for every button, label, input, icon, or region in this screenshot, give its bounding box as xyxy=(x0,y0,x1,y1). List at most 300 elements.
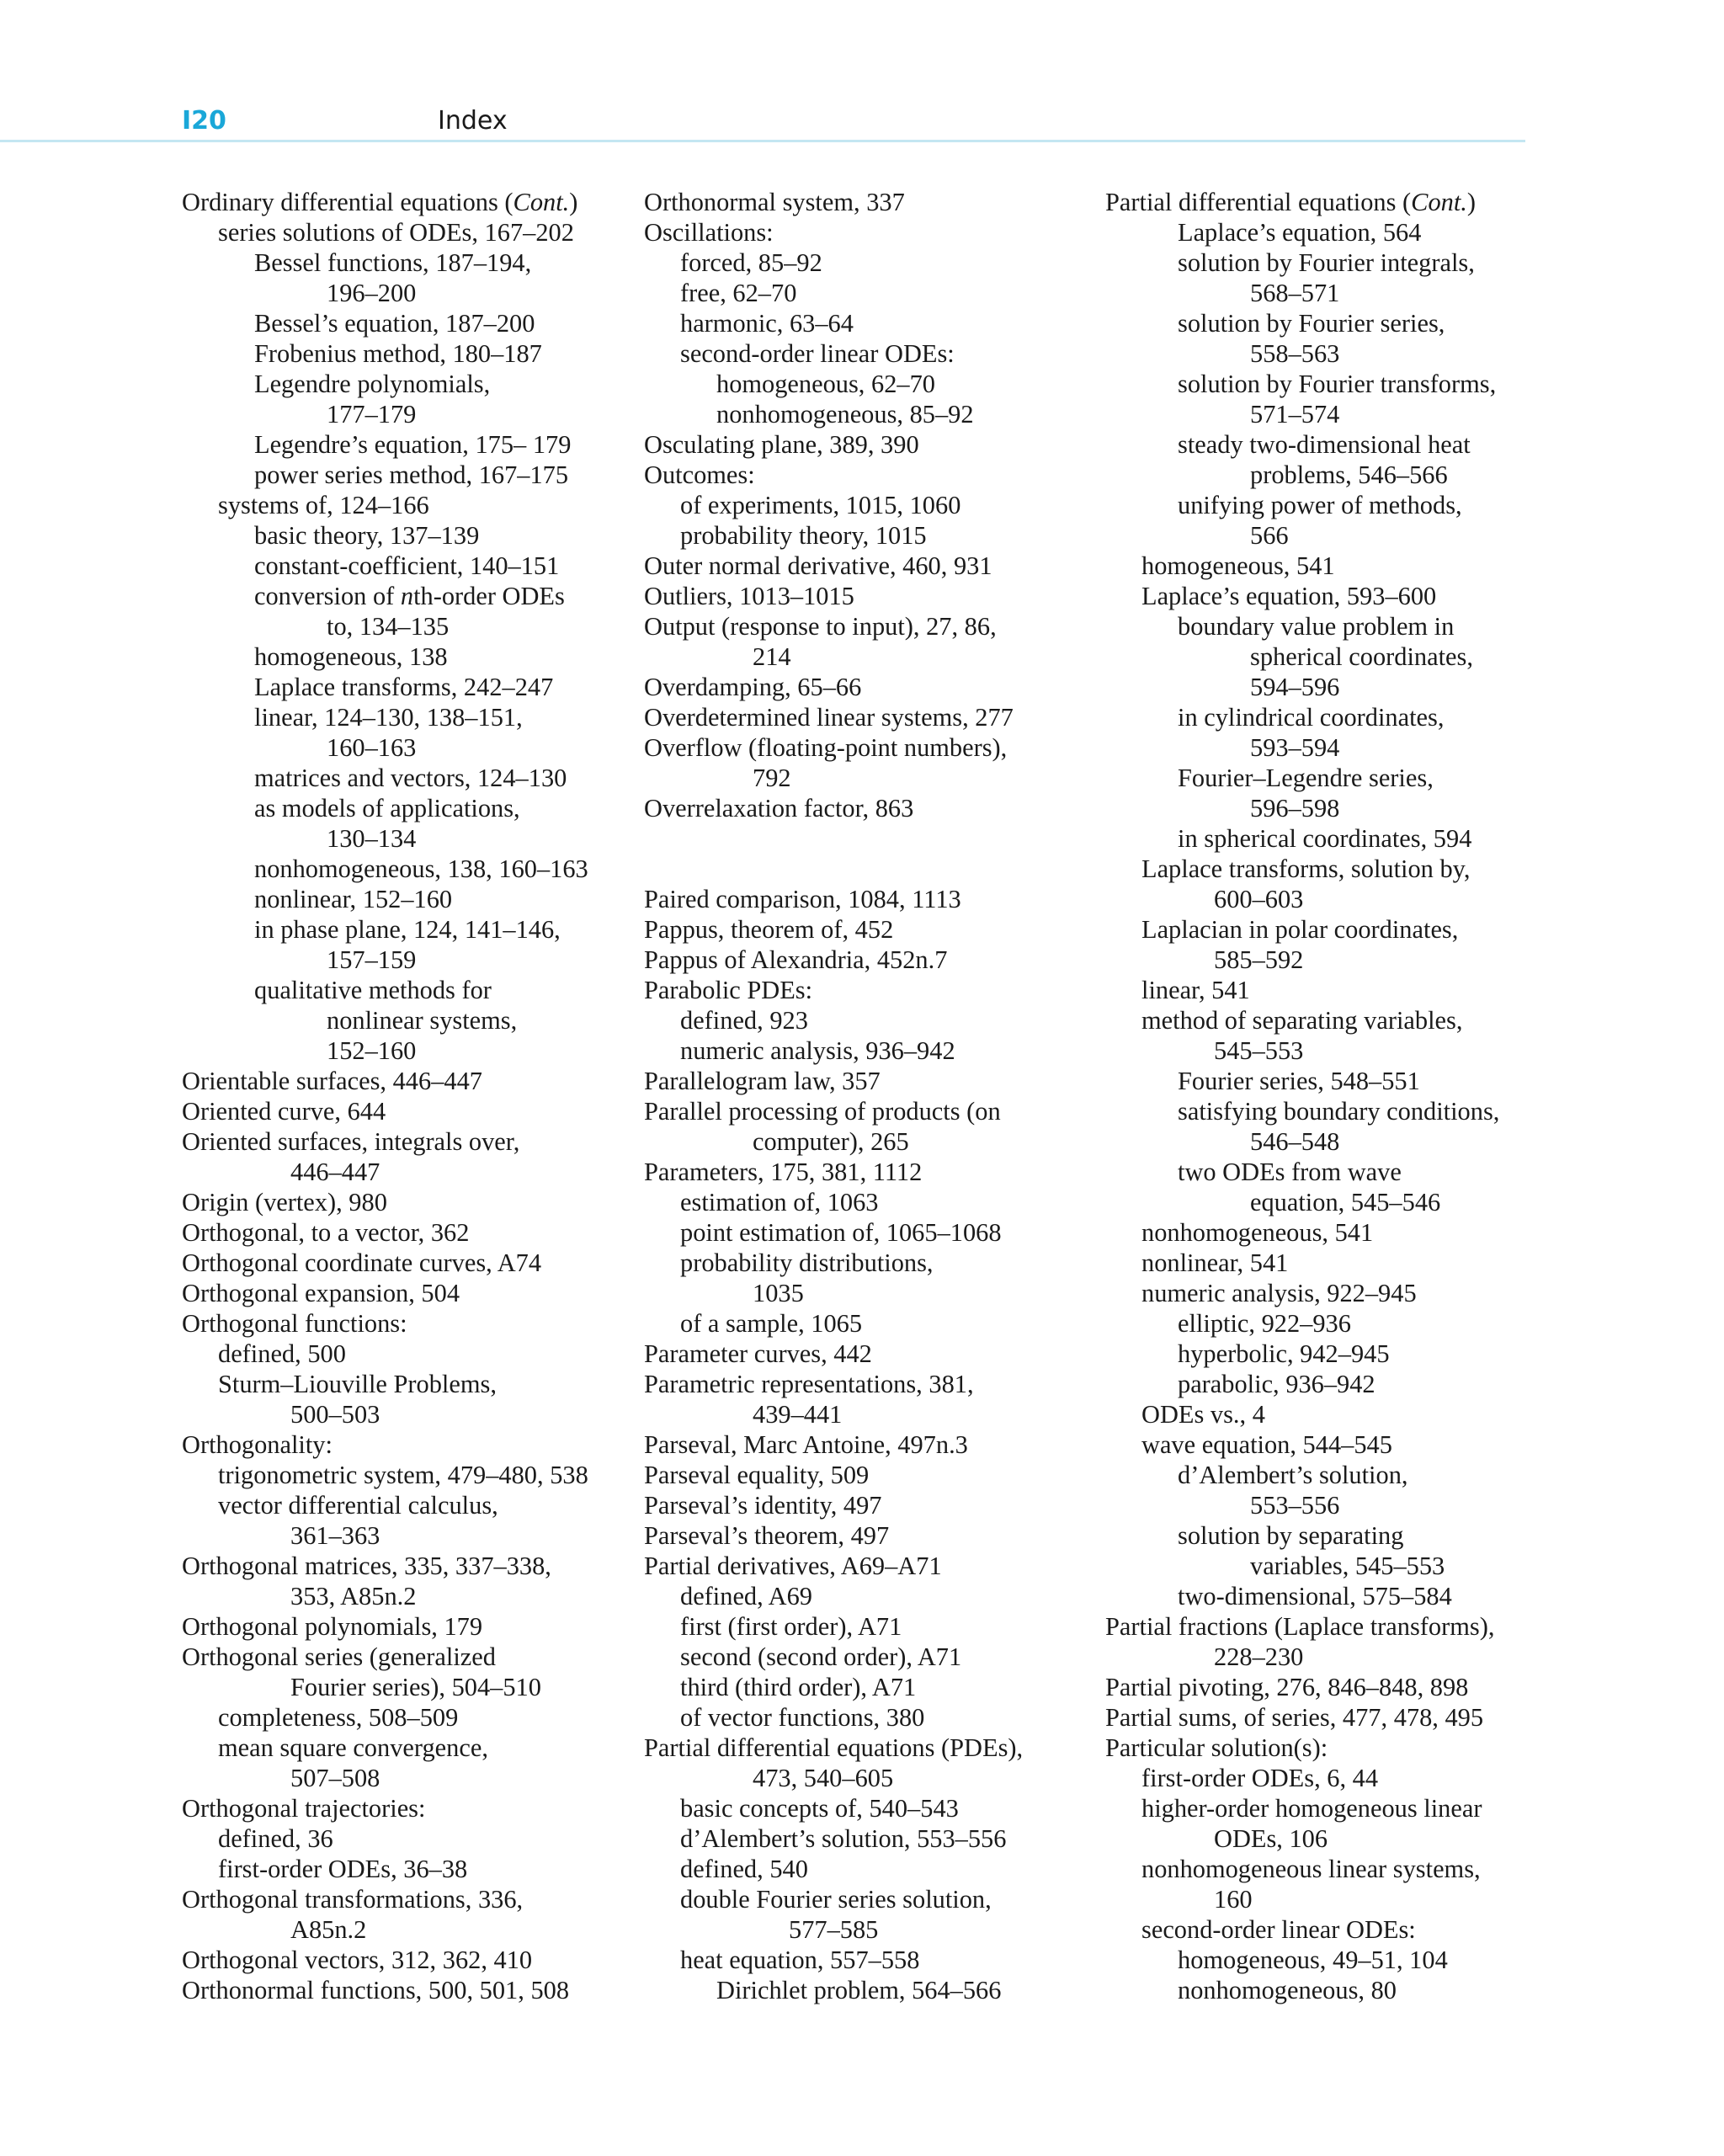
index-entry-text: method of separating variables, xyxy=(1141,1006,1463,1035)
index-entry xyxy=(1105,1733,1543,1763)
index-entry-text: 553–556 xyxy=(1250,1491,1340,1520)
index-entry-text: Orthonormal system, 337 xyxy=(644,188,905,216)
index-entry-text: solution by Fourier series, xyxy=(1178,309,1445,338)
index-entry-text: Partial pivoting, 276, 846–848, 898 xyxy=(1105,1673,1469,1701)
header-rule xyxy=(0,140,1525,142)
index-entry xyxy=(644,1399,1082,1429)
index-entry xyxy=(1105,975,1543,1005)
index-entry-text: Parametric representations, 381, xyxy=(644,1370,974,1398)
index-entry xyxy=(182,1339,620,1369)
index-entry-text: satisfying boundary conditions, xyxy=(1178,1097,1500,1126)
index-entry xyxy=(1105,1460,1543,1490)
index-entry-text: higher-order homogeneous linear xyxy=(1141,1794,1482,1823)
index-entry-text: 228–230 xyxy=(1214,1642,1304,1671)
index-entry xyxy=(1105,399,1543,429)
index-entry-text: probability theory, 1015 xyxy=(680,521,927,550)
index-entry-text: of a sample, 1065 xyxy=(680,1309,863,1338)
index-entry xyxy=(644,1520,1082,1551)
index-entry-text: in cylindrical coordinates, xyxy=(1178,703,1445,732)
index-entry-text: Partial differential equations (PDEs), xyxy=(644,1733,1024,1762)
index-entry-text: Orthogonal transformations, 336, xyxy=(182,1885,524,1914)
index-entry-text: 545–553 xyxy=(1214,1036,1304,1065)
index-entry xyxy=(182,823,620,854)
index-entry xyxy=(644,1005,1082,1035)
index-entry xyxy=(644,1702,1082,1733)
index-entry-text: 214 xyxy=(753,642,791,671)
index-entry xyxy=(644,914,1082,945)
index-entry xyxy=(644,1975,1082,2005)
index-entry-text: free, 62–70 xyxy=(680,279,797,307)
index-entry-text: 585–592 xyxy=(1214,945,1304,974)
index-entry-text: 1035 xyxy=(753,1279,804,1307)
index-entry-text: Fourier series), 504–510 xyxy=(290,1673,541,1701)
index-entry xyxy=(182,1035,620,1066)
index-entry xyxy=(644,460,1082,490)
index-entry-text: probability distributions, xyxy=(680,1248,934,1277)
index-entry-text: A85n.2 xyxy=(290,1915,367,1944)
index-entry xyxy=(644,1460,1082,1490)
index-entry-text: numeric analysis, 922–945 xyxy=(1141,1279,1417,1307)
index-entry-text: Outcomes: xyxy=(644,460,755,489)
index-entry-text: linear, 541 xyxy=(1141,976,1250,1004)
index-entry xyxy=(644,1945,1082,1975)
index-entry xyxy=(182,429,620,460)
index-entry xyxy=(1105,1551,1543,1581)
index-entry xyxy=(1105,823,1543,854)
index-entry xyxy=(1105,1945,1543,1975)
index-entry-text: defined, 500 xyxy=(218,1339,346,1368)
index-entry xyxy=(1105,1157,1543,1187)
index-entry-text: two ODEs from wave xyxy=(1178,1158,1402,1186)
index-entry xyxy=(1105,1278,1543,1308)
index-entry xyxy=(182,732,620,763)
index-entry xyxy=(182,551,620,581)
index-entry xyxy=(182,702,620,732)
index-entry xyxy=(1105,369,1543,399)
index-entry-text: Legendre’s equation, 175– 179 xyxy=(254,430,572,459)
index-entry-text: Pappus of Alexandria, 452n.7 xyxy=(644,945,948,974)
index-entry xyxy=(1105,1520,1543,1551)
index-entry-text: Orthogonal, to a vector, 362 xyxy=(182,1218,470,1247)
index-entry xyxy=(182,945,620,975)
index-entry xyxy=(644,763,1082,793)
index-entry xyxy=(182,338,620,369)
index-entry xyxy=(644,369,1082,399)
index-entry-text: 157–159 xyxy=(327,945,417,974)
index-entry-text: Parallelogram law, 357 xyxy=(644,1067,881,1095)
index-entry xyxy=(644,308,1082,338)
index-entry xyxy=(1105,672,1543,702)
index-entry-text: solution by separating xyxy=(1178,1521,1404,1550)
index-entry xyxy=(182,1975,620,2005)
index-entry-text: Orthogonal trajectories: xyxy=(182,1794,426,1823)
index-entry-text: hyperbolic, 942–945 xyxy=(1178,1339,1390,1368)
index-entry-italic: Cont. xyxy=(513,188,570,216)
index-entry xyxy=(1105,278,1543,308)
index-entry xyxy=(644,187,1082,217)
index-entry xyxy=(644,1248,1082,1278)
index-entry xyxy=(1105,1672,1543,1702)
index-entry xyxy=(644,217,1082,248)
index-entry-text: Orthogonal coordinate curves, A74 xyxy=(182,1248,542,1277)
index-entry-text: parabolic, 936–942 xyxy=(1178,1370,1375,1398)
index-entry-text: Osculating plane, 389, 390 xyxy=(644,430,919,459)
index-entry-text: d’Alembert’s solution, xyxy=(1178,1461,1408,1489)
index-entry xyxy=(182,1642,620,1672)
index-entry xyxy=(1105,217,1543,248)
index-entry-text: nonhomogeneous, 80 xyxy=(1178,1976,1397,2004)
index-entry xyxy=(182,1429,620,1460)
index-entry-text: equation, 545–546 xyxy=(1250,1188,1441,1216)
index-entry xyxy=(1105,1399,1543,1429)
index-entry-text: linear, 124–130, 138–151, xyxy=(254,703,523,732)
index-entry xyxy=(1105,1975,1543,2005)
index-entry-text: Parallel processing of products (on xyxy=(644,1097,1001,1126)
index-entry xyxy=(644,429,1082,460)
index-entry xyxy=(644,1157,1082,1187)
index-entry-text: Dirichlet problem, 564–566 xyxy=(716,1976,1002,2004)
index-entry-text: spherical coordinates, xyxy=(1250,642,1473,671)
index-entry xyxy=(182,1399,620,1429)
index-entry-text: 507–508 xyxy=(290,1764,380,1792)
index-entry-text: 577–585 xyxy=(789,1915,879,1944)
index-entry-text: Paired comparison, 1084, 1113 xyxy=(644,885,961,913)
index-entry-text: solution by Fourier transforms, xyxy=(1178,370,1497,398)
index-entry-text: defined, A69 xyxy=(680,1582,812,1610)
index-entry-text: two-dimensional, 575–584 xyxy=(1178,1582,1452,1610)
index-entry xyxy=(182,1126,620,1157)
index-entry xyxy=(1105,1854,1543,1884)
index-entry xyxy=(182,369,620,399)
index-entry xyxy=(1105,1793,1543,1823)
index-entry-text: solution by Fourier integrals, xyxy=(1178,248,1475,277)
index-entry xyxy=(1105,1035,1543,1066)
index-entry-text: trigonometric system, 479–480, 538 xyxy=(218,1461,588,1489)
index-entry-text: estimation of, 1063 xyxy=(680,1188,879,1216)
index-entry xyxy=(182,611,620,641)
index-entry-text: 160 xyxy=(1214,1885,1253,1914)
index-entry xyxy=(644,1035,1082,1066)
index-entry xyxy=(182,672,620,702)
page-number: I20 xyxy=(182,106,226,136)
index-entry xyxy=(644,702,1082,732)
index-entry-text: heat equation, 557–558 xyxy=(680,1946,920,1974)
index-entry-text: Bessel functions, 187–194, xyxy=(254,248,532,277)
index-entry xyxy=(644,581,1082,611)
index-entry-text-suffix: ) xyxy=(569,188,578,216)
index-entry-text: mean square convergence, xyxy=(218,1733,488,1762)
index-entry-text: Oriented surfaces, integrals over, xyxy=(182,1127,520,1156)
index-entry xyxy=(182,1854,620,1884)
index-column-3 xyxy=(1105,187,1543,2005)
index-entry xyxy=(644,793,1082,823)
index-entry xyxy=(182,1278,620,1308)
index-entry xyxy=(1105,460,1543,490)
index-entry-text: Laplace transforms, 242–247 xyxy=(254,673,554,701)
index-entry xyxy=(1105,611,1543,641)
index-entry xyxy=(182,1793,620,1823)
index-entry-text: defined, 540 xyxy=(680,1855,808,1883)
index-entry-text: 361–363 xyxy=(290,1521,380,1550)
index-entry-text: 568–571 xyxy=(1250,279,1340,307)
index-entry xyxy=(182,1096,620,1126)
index-entry xyxy=(1105,1187,1543,1217)
index-entry xyxy=(644,641,1082,672)
index-entry-text: 177–179 xyxy=(327,400,417,429)
index-entry-text: wave equation, 544–545 xyxy=(1141,1430,1392,1459)
index-entry-text: Outer normal derivative, 460, 931 xyxy=(644,551,992,580)
index-entry xyxy=(644,1187,1082,1217)
index-entry-text: Ordinary differential equations ( xyxy=(182,188,513,216)
index-entry xyxy=(182,1187,620,1217)
index-entry xyxy=(644,1914,1082,1945)
index-entry xyxy=(644,945,1082,975)
index-entry-text: Parabolic PDEs: xyxy=(644,976,813,1004)
index-entry-text: nonlinear, 541 xyxy=(1141,1248,1289,1277)
index-entry xyxy=(644,1217,1082,1248)
index-entry xyxy=(1105,854,1543,884)
index-entry xyxy=(1105,187,1543,217)
index-entry xyxy=(182,1520,620,1551)
index-entry-text: 439–441 xyxy=(753,1400,843,1429)
index-entry xyxy=(182,460,620,490)
index-entry-text: numeric analysis, 936–942 xyxy=(680,1036,955,1065)
index-entry xyxy=(182,793,620,823)
index-entry-text: as models of applications, xyxy=(254,794,520,822)
index-entry-text: nonhomogeneous linear systems, xyxy=(1141,1855,1481,1883)
index-entry xyxy=(182,248,620,278)
index-entry-text: Fourier series, 548–551 xyxy=(1178,1067,1420,1095)
index-entry xyxy=(1105,1884,1543,1914)
index-entry-text: Frobenius method, 180–187 xyxy=(254,339,542,368)
index-entry xyxy=(644,732,1082,763)
index-entry-text: Origin (vertex), 980 xyxy=(182,1188,387,1216)
index-entry xyxy=(182,1733,620,1763)
index-entry xyxy=(182,1914,620,1945)
index-entry-text: vector differential calculus, xyxy=(218,1491,498,1520)
index-entry xyxy=(1105,1914,1543,1945)
index-entry xyxy=(1105,1248,1543,1278)
index-entry xyxy=(644,1793,1082,1823)
index-entry xyxy=(644,338,1082,369)
index-entry-text: in phase plane, 124, 141–146, xyxy=(254,915,561,944)
index-entry-text: 571–574 xyxy=(1250,400,1340,429)
index-entry xyxy=(182,975,620,1005)
index-entry xyxy=(1105,1066,1543,1096)
index-entry-text: computer), 265 xyxy=(753,1127,909,1156)
index-entry xyxy=(644,1429,1082,1460)
index-entry xyxy=(1105,763,1543,793)
index-entry-text: Fourier–Legendre series, xyxy=(1178,764,1434,792)
index-entry xyxy=(1105,1339,1543,1369)
index-entry-text: qualitative methods for xyxy=(254,976,492,1004)
index-entry-text: nonhomogeneous, 85–92 xyxy=(716,400,974,429)
index-entry xyxy=(1105,914,1543,945)
index-entry xyxy=(182,1460,620,1490)
index-entry-text: Sturm–Liouville Problems, xyxy=(218,1370,497,1398)
index-entry-text: Orthogonal polynomials, 179 xyxy=(182,1612,483,1641)
index-entry xyxy=(1105,1308,1543,1339)
index-entry xyxy=(182,854,620,884)
index-entry xyxy=(1105,702,1543,732)
index-entry-text: Parseval’s identity, 497 xyxy=(644,1491,882,1520)
index-entry-text: Output (response to input), 27, 86, xyxy=(644,612,997,641)
index-entry-text: d’Alembert’s solution, 553–556 xyxy=(680,1824,1007,1853)
index-entry-text: 566 xyxy=(1250,521,1289,550)
index-entry xyxy=(182,1611,620,1642)
index-entry-text: Orthogonal expansion, 504 xyxy=(182,1279,460,1307)
index-entry xyxy=(182,1490,620,1520)
index-entry xyxy=(1105,490,1543,520)
index-entry xyxy=(1105,641,1543,672)
index-entry-text: first (first order), A71 xyxy=(680,1612,902,1641)
index-entry-text: nonlinear, 152–160 xyxy=(254,885,453,913)
index-entry-text: boundary value problem in xyxy=(1178,612,1455,641)
page-header xyxy=(0,0,1724,147)
index-entry-text: Bessel’s equation, 187–200 xyxy=(254,309,535,338)
index-entry xyxy=(644,1884,1082,1914)
index-entry xyxy=(182,763,620,793)
index-entry-text: basic concepts of, 540–543 xyxy=(680,1794,959,1823)
index-entry-text: basic theory, 137–139 xyxy=(254,521,480,550)
index-entry-text: forced, 85–92 xyxy=(680,248,822,277)
index-entry-text: homogeneous, 138 xyxy=(254,642,448,671)
index-entry xyxy=(1105,1096,1543,1126)
index-entry-text: in spherical coordinates, 594 xyxy=(1178,824,1472,853)
index-entry-text: matrices and vectors, 124–130 xyxy=(254,764,567,792)
index-entry-text: nonlinear systems, xyxy=(327,1006,518,1035)
index-entry-text: Laplacian in polar coordinates, xyxy=(1141,915,1459,944)
index-entry xyxy=(644,1490,1082,1520)
running-head: Index xyxy=(438,106,508,136)
index-entry-text: of experiments, 1015, 1060 xyxy=(680,491,961,519)
index-entry xyxy=(644,1369,1082,1399)
index-entry-text: Oscillations: xyxy=(644,218,774,247)
index-entry xyxy=(182,308,620,338)
index-entry-text: defined, 36 xyxy=(218,1824,333,1853)
index-entry xyxy=(644,278,1082,308)
index-entry xyxy=(1105,551,1543,581)
index-entry-text: Legendre polynomials, xyxy=(254,370,491,398)
index-entry-text: Orthogonal matrices, 335, 337–338, xyxy=(182,1552,551,1580)
index-entry-text: conversion of xyxy=(254,582,401,610)
index-entry-text: first-order ODEs, 6, 44 xyxy=(1141,1764,1379,1792)
index-entry-text: Partial fractions (Laplace transforms), xyxy=(1105,1612,1495,1641)
index-entry-text: completeness, 508–509 xyxy=(218,1703,459,1732)
index-entry-text: Orthonormal functions, 500, 501, 508 xyxy=(182,1976,570,2004)
index-entry-text: unifying power of methods, xyxy=(1178,491,1462,519)
index-entry xyxy=(182,1369,620,1399)
index-entry xyxy=(644,1581,1082,1611)
index-entry-text: point estimation of, 1065–1068 xyxy=(680,1218,1002,1247)
index-entry-text: Parseval, Marc Antoine, 497n.3 xyxy=(644,1430,968,1459)
index-entry-text: Overdetermined linear systems, 277 xyxy=(644,703,1014,732)
index-entry xyxy=(644,399,1082,429)
index-entry xyxy=(182,1823,620,1854)
index-entry-text: 593–594 xyxy=(1250,733,1340,762)
index-entry xyxy=(1105,1581,1543,1611)
index-entry xyxy=(644,975,1082,1005)
index-entry xyxy=(182,520,620,551)
index-entry-text: second (second order), A71 xyxy=(680,1642,962,1671)
index-entry-text: homogeneous, 49–51, 104 xyxy=(1178,1946,1448,1974)
section-gap xyxy=(644,823,1082,884)
index-entry-text: 130–134 xyxy=(327,824,417,853)
index-entry-text: 446–447 xyxy=(290,1158,380,1186)
index-entry xyxy=(1105,1369,1543,1399)
index-entry-text: Parseval’s theorem, 497 xyxy=(644,1521,890,1550)
index-entry-text: Parameters, 175, 381, 1112 xyxy=(644,1158,923,1186)
index-entry xyxy=(1105,429,1543,460)
index-entry-italic: Cont. xyxy=(1411,188,1467,216)
index-entry xyxy=(1105,581,1543,611)
index-entry-text: third (third order), A71 xyxy=(680,1673,917,1701)
index-entry xyxy=(182,1551,620,1581)
index-entry xyxy=(1105,1005,1543,1035)
index-entry xyxy=(1105,1490,1543,1520)
index-entry-text: elliptic, 922–936 xyxy=(1178,1309,1351,1338)
index-entry xyxy=(1105,520,1543,551)
index-entry xyxy=(644,1823,1082,1854)
index-entry xyxy=(182,1066,620,1096)
index-entry-text: double Fourier series solution, xyxy=(680,1885,992,1914)
index-entry-text: Overdamping, 65–66 xyxy=(644,673,862,701)
index-entry-text: Laplace’s equation, 593–600 xyxy=(1141,582,1437,610)
index-entry xyxy=(1105,1429,1543,1460)
index-entry-text: 546–548 xyxy=(1250,1127,1340,1156)
index-entry xyxy=(1105,1763,1543,1793)
index-entry-text: series solutions of ODEs, 167–202 xyxy=(218,218,574,247)
index-entry-text: steady two-dimensional heat xyxy=(1178,430,1471,459)
index-entry xyxy=(182,1217,620,1248)
index-entry xyxy=(182,1248,620,1278)
index-entry-text: second-order linear ODEs: xyxy=(680,339,955,368)
index-entry-text: 353, A85n.2 xyxy=(290,1582,417,1610)
index-entry xyxy=(644,1672,1082,1702)
index-entry xyxy=(1105,248,1543,278)
index-entry-text: Orientable surfaces, 446–447 xyxy=(182,1067,482,1095)
index-entry xyxy=(644,1066,1082,1096)
index-entry-text: constant-coefficient, 140–151 xyxy=(254,551,560,580)
index-entry xyxy=(182,278,620,308)
index-entry-text: Pappus, theorem of, 452 xyxy=(644,915,894,944)
index-entry xyxy=(644,1854,1082,1884)
index-entry xyxy=(644,520,1082,551)
index-entry-text: nonhomogeneous, 541 xyxy=(1141,1218,1374,1247)
index-entry xyxy=(644,1339,1082,1369)
index-entry-text: Partial derivatives, A69–A71 xyxy=(644,1552,942,1580)
index-entry-text: Overrelaxation factor, 863 xyxy=(644,794,914,822)
index-entry xyxy=(1105,1702,1543,1733)
index-entry xyxy=(1105,793,1543,823)
index-entry xyxy=(644,1611,1082,1642)
index-entry xyxy=(644,672,1082,702)
index-entry-text: systems of, 124–166 xyxy=(218,491,429,519)
index-entry-text: 160–163 xyxy=(327,733,417,762)
index-entry xyxy=(182,399,620,429)
index-entry-text: 596–598 xyxy=(1250,794,1340,822)
index-entry-text: 594–596 xyxy=(1250,673,1340,701)
index-entry xyxy=(182,641,620,672)
index-entry-text: Orthogonal functions: xyxy=(182,1309,407,1338)
index-entry-text-suffix: ) xyxy=(1466,188,1476,216)
index-entry xyxy=(644,1096,1082,1126)
index-entry-text: 600–603 xyxy=(1214,885,1304,913)
index-entry-text: Overflow (floating-point numbers), xyxy=(644,733,1008,762)
index-entry-text: Orthogonal vectors, 312, 362, 410 xyxy=(182,1946,533,1974)
index-entry xyxy=(182,1672,620,1702)
index-entry xyxy=(644,1278,1082,1308)
